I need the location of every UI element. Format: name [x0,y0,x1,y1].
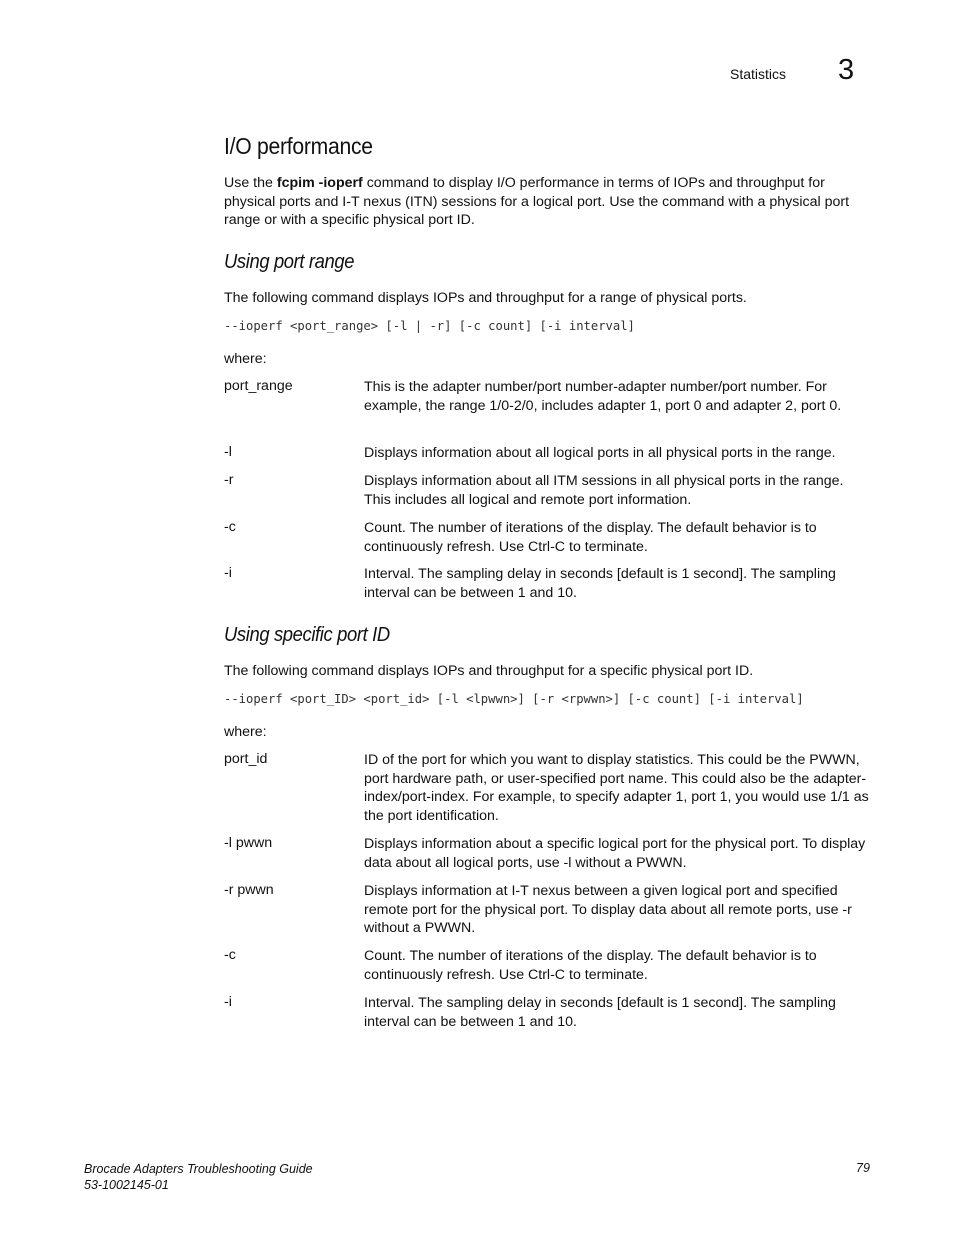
footer-doc-number: 53-1002145-01 [84,1178,169,1192]
port-id-where: where: [224,724,267,740]
intro-post: command to display I/O performance in terms of IOPs and throughput for physical ports and I-T nexus (ITN) sessions for a logical port. Use the command with a physical port range or with a specific physical port ID. [224,175,850,229]
page-number: 79 [856,1161,870,1175]
param-desc: Displays information about a specific logical port for the physical port. To display data about all logical ports, use -l without a PWWN. [364,836,866,871]
param-desc: ID of the port for which you want to display statistics. This could be the PWWN, port hardware path, or user-specified port name. This could also be the adapter-index/port-index. For example, to specify adapter 1, port 1, you would use 1/1 as the port identification. [364,752,869,824]
param-term: -i [224,994,232,1010]
param-desc: Count. The number of iterations of the display. The default behavior is to continuously refresh. Use Ctrl-C to terminate. [364,520,817,555]
param-term: -r [224,472,234,488]
port-range-where: where: [224,351,267,367]
param-term: -l [224,444,232,460]
param-desc: Interval. The sampling delay in seconds [default is 1 second]. The sampling interval can be between 1 and 10. [364,566,836,601]
param-term: -i [224,565,232,581]
param-desc: Displays information about all logical ports in all physical ports in the range. [364,445,836,461]
port-range-heading: Using port range [224,251,355,273]
footer-doc-info [84,1161,313,1193]
param-desc: Displays information at I-T nexus between a given logical port and specified remote port for the physical port. To display data about all remote ports, use -r without a PWWN. [364,883,852,937]
param-term: -c [224,519,236,535]
intro-paragraph [224,174,872,230]
footer-doc-title: Brocade Adapters Troubleshooting Guide [84,1162,313,1176]
param-desc: This is the adapter number/port number-adapter number/port number. For example, the range 1/0-2/0, includes adapter 1, port 0 and adapter 2, port 0. [364,379,842,414]
chapter-number: 3 [838,54,855,86]
param-desc: Interval. The sampling delay in seconds [default is 1 second]. The sampling interval can be between 1 and 10. [364,995,836,1030]
param-term: -l pwwn [224,835,273,851]
port-id-description: The following command displays IOPs and throughput for a specific physical port ID. [224,663,754,679]
param-term: -r pwwn [224,882,274,898]
param-term: -c [224,947,236,963]
intro-command: fcpim -ioperf [276,175,363,191]
section-title: I/O performance [224,133,373,159]
param-term: port_range [224,378,293,394]
intro-pre: Use the [224,175,277,191]
port-range-description: The following command displays IOPs and throughput for a range of physical ports. [224,290,747,306]
param-desc: Count. The number of iterations of the display. The default behavior is to continuously refresh. Use Ctrl-C to terminate. [364,948,817,983]
port-range-command: --ioperf <port_range> [-l | -r] [-c count] [-i interval] [224,319,635,333]
param-term: port_id [224,751,268,767]
port-id-heading: Using specific port ID [224,624,390,646]
param-desc: Displays information about all ITM sessions in all physical ports in the range. This includes all logical and remote port information. [364,473,844,508]
port-id-command: --ioperf <port_ID> <port_id> [-l <lpwwn>] [-r <rpwwn>] [-c count] [-i interval] [224,692,804,706]
running-header-section: Statistics [730,66,787,82]
